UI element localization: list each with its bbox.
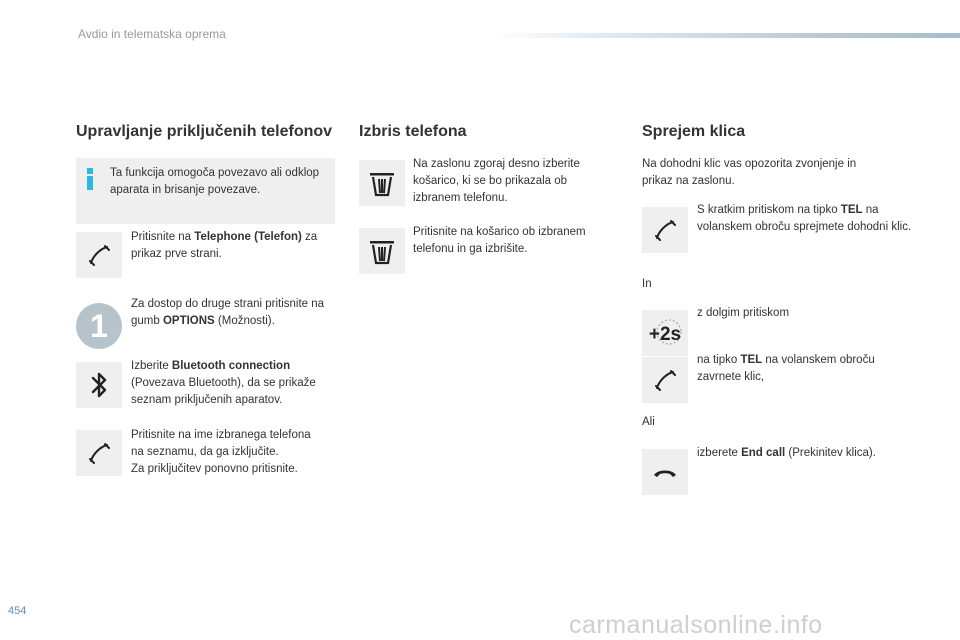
step-text-select-trash: Na zaslonu zgoraj desno izberite košarico, ki se bo prikazala ob izbranem telefonu. [413,158,580,204]
connector-text-in: In [642,278,652,290]
trash-icon [359,160,405,206]
page-number: 454 [8,605,27,617]
section-title-delete-phone: Izbris telefona [359,123,467,140]
step-text-bluetooth: Izberite Bluetooth connection (Povezava Bluetooth), da se prikaže seznam priključenih aparatov. [131,360,316,406]
header-title: Avdio in telematska oprema [78,27,226,41]
step-text-delete: Pritisnite na košarico ob izbranem telefonu in ga izbrišite. [413,226,586,255]
step-text-end-call: izberete End call (Prekinitev klica). [697,447,876,459]
bluetooth-icon [76,362,122,408]
connector-text-ali: Ali [642,416,655,428]
end-call-icon [642,449,688,495]
step-text-reject-call: na tipko TEL na volanskem obroču zavrnete klic, [697,354,875,383]
section-title-connected-phones: Upravljanje priključenih telefonov [76,123,333,140]
trash-icon [359,228,405,274]
phone-icon [76,232,122,278]
step-text-long-press: z dolgim pritiskom [697,307,790,319]
section-title-receive-call: Sprejem klica [642,123,746,140]
step-text-accept-call: S kratkim pritiskom na tipko TEL na volanskem obroču sprejmete dohodni klic. [697,204,912,233]
step-text-disconnect: Pritisnite na ime izbranega telefona na seznamu, da ga izključite. Za priključitev ponovno pritisnite. [131,429,311,475]
step-text-options: Za dostop do druge strani pritisnite na gumb OPTIONS (Možnosti). [131,298,325,327]
info-icon [86,168,94,190]
hold-two-seconds-icon [642,310,688,356]
info-text: Ta funkcija omogoča povezavo ali odklop aparata in brisanje povezave. [110,167,320,196]
header-divider [490,33,960,38]
phone-icon [642,357,688,403]
watermark: carmanualsonline.info [569,611,823,639]
step-text-telephone: Pritisnite na Telephone (Telefon) za prikaz prve strani. [131,231,318,260]
step-number-badge: 1 [76,303,122,349]
intro-text: Na dohodni klic vas opozorita zvonjenje in prikaz na zaslonu. [642,158,857,187]
phone-icon [76,430,122,476]
phone-icon [642,207,688,253]
hold-duration-label: +2s [648,324,682,345]
